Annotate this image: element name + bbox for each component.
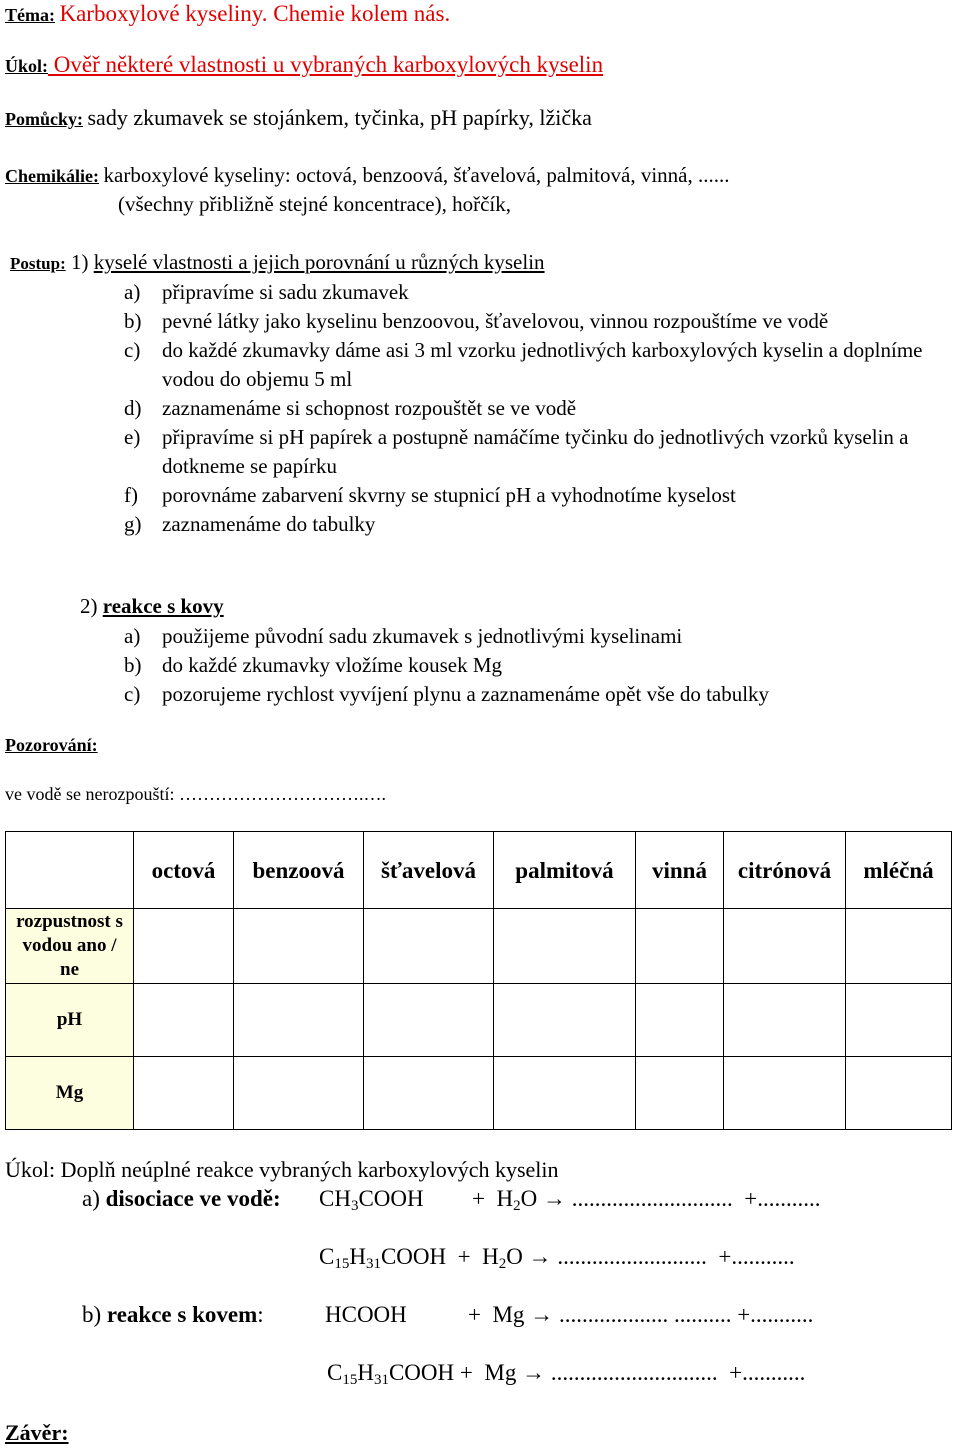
zaver-label: Závěr: [5, 1420, 69, 1445]
table-cell[interactable] [234, 984, 364, 1057]
blank-product[interactable]: .......... [673, 1302, 732, 1327]
table-cell[interactable] [364, 984, 494, 1057]
list-item: f) porovnáme zabarvení skvrny se stupnicí pH a vyhodnotíme kyselost [124, 483, 736, 507]
disociace-label: disociace ve vodě: [105, 1186, 281, 1211]
blank-product[interactable]: ............................ [571, 1186, 733, 1211]
chemikalie-line2: (všechny přibližně stejné koncentrace), hořčík, [118, 192, 512, 216]
list-item: a) použijeme původní sadu zkumavek s jednotlivými kyselinami [124, 624, 683, 648]
row-label: Mg [6, 1057, 134, 1130]
postup-s2-title: reakce s kovy [102, 594, 224, 618]
table-row [6, 909, 952, 984]
postup-label: Postup: [10, 254, 66, 273]
equation-a1-rest: + $H_2O$ → ............................ +........... [472, 1186, 821, 1214]
column-header: palmitová [494, 832, 636, 909]
list-item: b) do každé zkumavky vložíme kousek Mg [124, 653, 502, 677]
equation-a2: $C_{15}H_{31}COOH + H_2O$ → .......................... +........... [319, 1244, 795, 1272]
list-item: a) připravíme si sadu zkumavek [124, 280, 409, 304]
list-item: b) pevné látky jako kyselinu benzoovou, šťavelovou, vinnou rozpouštíme ve vodě [124, 309, 829, 333]
blank-product[interactable]: ........... [757, 1186, 821, 1211]
row-label: pH [6, 984, 134, 1057]
column-header: vinná [636, 832, 724, 909]
nerozpousti-line: ve vodě se nerozpouští: ………………………….…. [5, 784, 386, 804]
table-cell[interactable] [494, 984, 636, 1057]
table-cell[interactable] [364, 909, 494, 984]
column-header: citrónová [724, 832, 846, 909]
equation-a1: a) disociace ve vodě: [82, 1186, 281, 1211]
postup-section2-heading [80, 594, 224, 619]
equation-a1-formula: $CH_3COOH$ [319, 1186, 424, 1214]
column-header: šťavelová [364, 832, 494, 909]
equation-b2: $C_{15}H_{31}COOH + Mg$ → ............................. +........... [327, 1360, 806, 1388]
pomucky-label: Pomůcky: [5, 109, 83, 129]
blank-product[interactable]: ........... [742, 1360, 806, 1385]
postup-s1-steps [124, 278, 960, 539]
table-header-row [6, 832, 952, 909]
list-item: g) zaznamenáme do tabulky [124, 512, 376, 536]
table-cell[interactable] [724, 1057, 846, 1130]
list-item: e) připravíme si pH papírek a postupně namáčíme tyčinku do jednotlivých vzorků kyselin a dotkneme se papírku [124, 425, 909, 478]
blank-product[interactable]: .......................... [557, 1244, 707, 1269]
list-item: d) zaznamenáme si schopnost rozpouštět se ve vodě [124, 396, 577, 420]
table-cell[interactable] [846, 984, 952, 1057]
table-cell[interactable] [724, 909, 846, 984]
postup-section1-heading [10, 250, 545, 275]
table-corner-cell [6, 832, 134, 909]
column-header: octová [134, 832, 234, 909]
table-cell[interactable] [494, 1057, 636, 1130]
table-cell[interactable] [494, 909, 636, 984]
postup-s2-steps [124, 622, 960, 709]
column-header: benzoová [234, 832, 364, 909]
chemikalie-line [5, 163, 729, 188]
chemikalie-label: Chemikálie: [5, 166, 99, 186]
tema-label: Téma: [5, 5, 55, 25]
blank-product[interactable]: ........... [731, 1244, 795, 1269]
blank-product[interactable]: ................... [558, 1302, 669, 1327]
table-cell[interactable] [846, 1057, 952, 1130]
chemikalie-line1: karboxylové kyseliny: octová, benzoová, šťavelová, palmitová, vinná, ...... [103, 163, 730, 187]
table-cell[interactable] [234, 1057, 364, 1130]
row-label: rozpustnost s vodou ano / ne [6, 909, 134, 984]
blank-product[interactable]: ............................. [550, 1360, 718, 1385]
table-cell[interactable] [134, 1057, 234, 1130]
table-row [6, 984, 952, 1057]
blank-product[interactable]: ........... [750, 1302, 814, 1327]
list-item: c) do každé zkumavky dáme asi 3 ml vzorku jednotlivých karboxylových kyselin a doplníme vodou do objemu 5 ml [124, 338, 923, 391]
ukol-label: Úkol: [5, 56, 49, 76]
table-cell[interactable] [134, 909, 234, 984]
table-cell[interactable] [636, 1057, 724, 1130]
equation-b1: b) reakce s kovem: [82, 1302, 264, 1327]
ukol-value: Ověř některé vlastnosti u vybraných karboxylových kyselin [48, 52, 604, 77]
pomucky-value: sady zkumavek se stojánkem, tyčinka, pH papírky, lžička [87, 105, 592, 130]
postup-s1-num: 1) [70, 250, 89, 274]
table-cell[interactable] [234, 909, 364, 984]
pomucky-line [5, 105, 592, 131]
tema-line [5, 1, 450, 27]
list-item: c) pozorujeme rychlost vyvíjení plynu a zaznamenáme opět vše do tabulky [124, 682, 770, 706]
column-header: mléčná [846, 832, 952, 909]
table-cell[interactable] [724, 984, 846, 1057]
table-row [6, 1057, 952, 1130]
table-cell[interactable] [636, 909, 724, 984]
ukol2-title: Úkol: Doplň neúplné reakce vybraných karboxylových kyselin [5, 1157, 559, 1182]
table-cell[interactable] [134, 984, 234, 1057]
postup-s1-title: kyselé vlastnosti a jejich porovnání u různých kyselin [93, 250, 545, 274]
tema-value: Karboxylové kyseliny. Chemie kolem nás. [59, 1, 451, 26]
observation-table [5, 831, 952, 1130]
reakce-kovem-label: reakce s kovem [106, 1302, 258, 1327]
postup-s2-num: 2) [80, 594, 98, 618]
ukol-line [5, 52, 603, 78]
pozorovani-label: Pozorování: [5, 735, 98, 755]
table-cell[interactable] [846, 909, 952, 984]
equation-b1-formula: HCOOH [325, 1302, 407, 1327]
equation-b1-rest: + Mg → ................... .......... +........... [468, 1302, 814, 1327]
table-cell[interactable] [364, 1057, 494, 1130]
table-cell[interactable] [636, 984, 724, 1057]
